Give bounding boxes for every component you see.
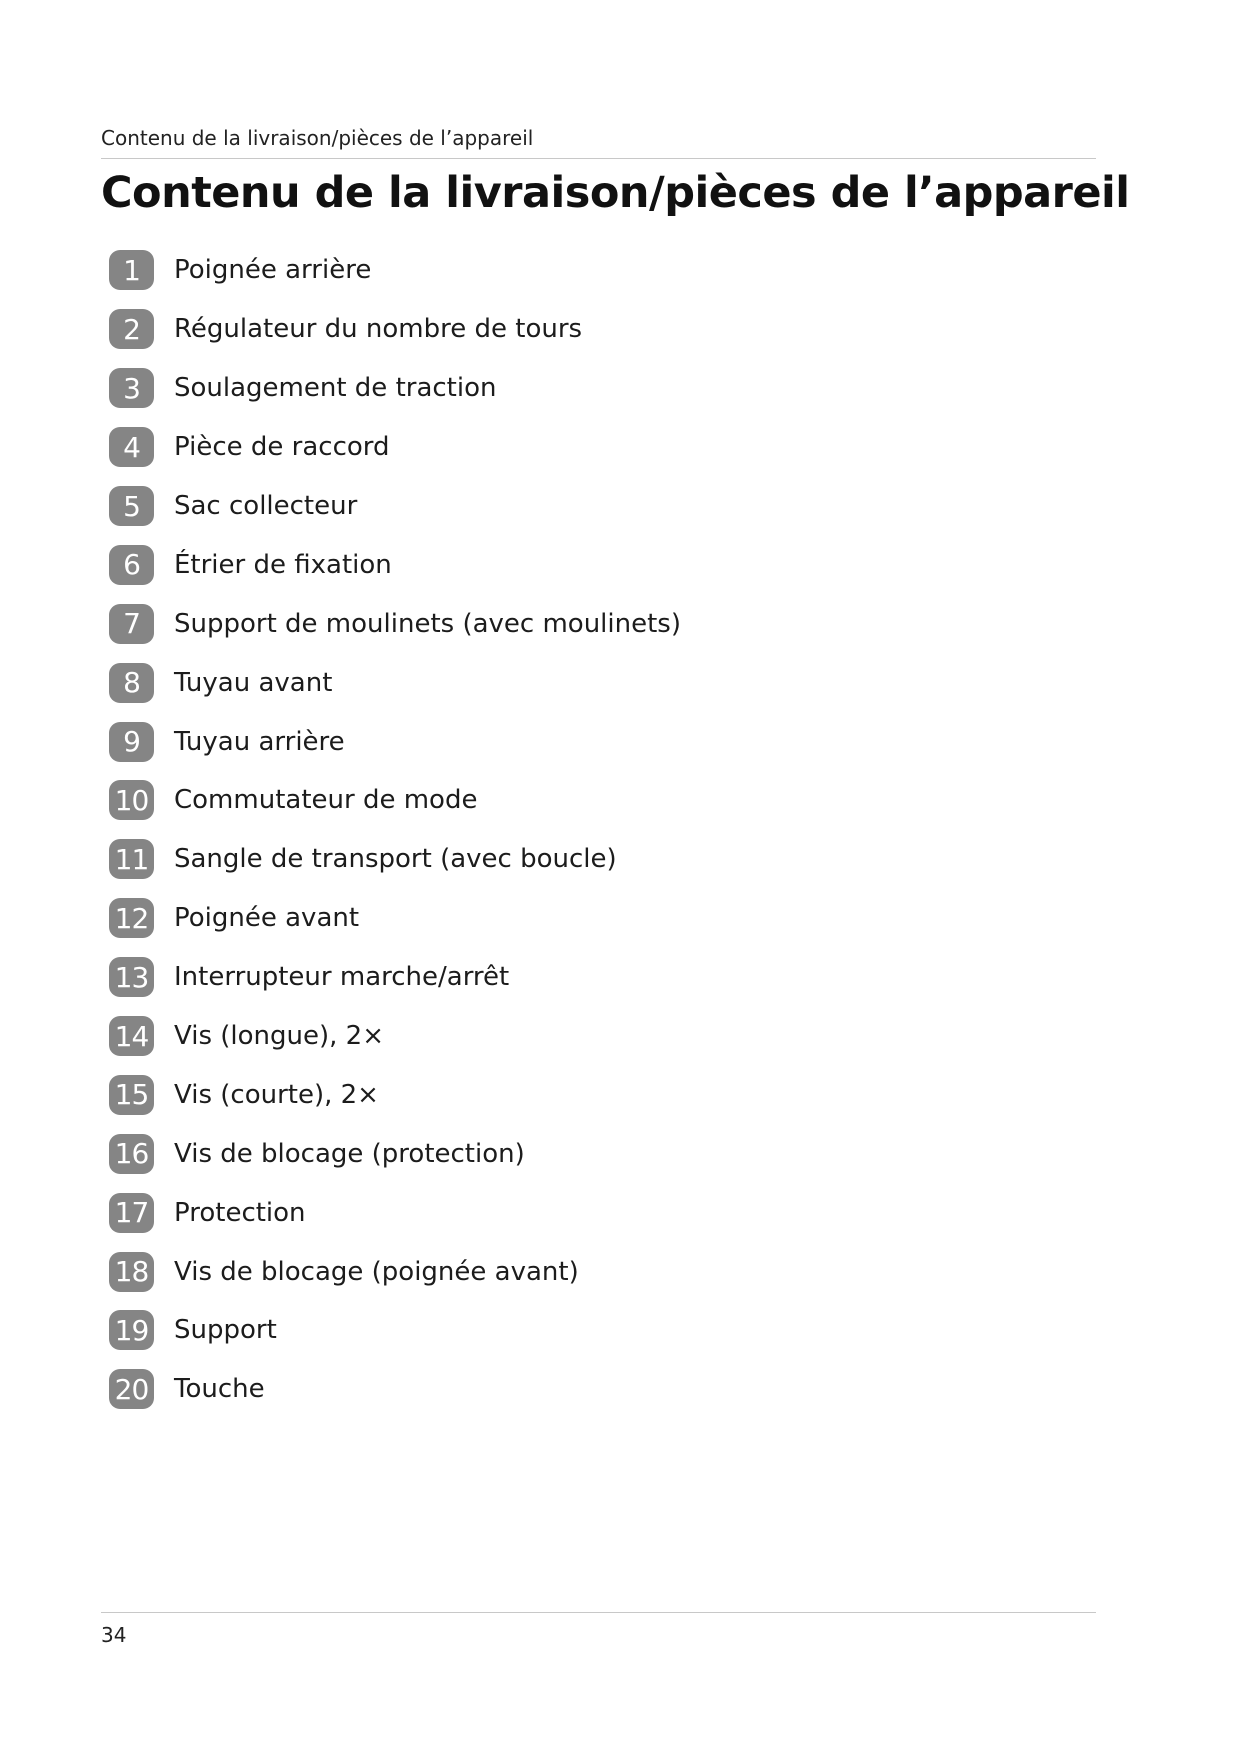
item-number-badge: 15 bbox=[109, 1075, 154, 1115]
item-label: Vis (courte), 2× bbox=[174, 1079, 379, 1110]
item-label: Sangle de transport (avec boucle) bbox=[174, 844, 617, 875]
list-item bbox=[109, 1065, 1009, 1124]
item-number-badge: 1 bbox=[109, 250, 154, 290]
item-number-badge: 9 bbox=[109, 722, 154, 762]
page-number: 34 bbox=[101, 1623, 127, 1647]
item-number-badge: 4 bbox=[109, 427, 154, 467]
item-number-badge: 16 bbox=[109, 1134, 154, 1174]
item-label: Sac collecteur bbox=[174, 491, 358, 521]
item-label: Interrupteur marche/arrêt bbox=[174, 962, 510, 993]
list-item bbox=[109, 830, 1009, 889]
list-item bbox=[109, 948, 1009, 1007]
item-label: Support bbox=[174, 1315, 277, 1346]
list-item bbox=[109, 535, 1009, 594]
item-number-badge: 20 bbox=[109, 1369, 154, 1409]
item-label: Vis de blocage (protection) bbox=[174, 1138, 525, 1169]
item-number-badge: 18 bbox=[109, 1252, 154, 1292]
list-item bbox=[109, 889, 1009, 948]
item-number-badge: 6 bbox=[109, 545, 154, 585]
item-number-badge: 5 bbox=[109, 486, 154, 526]
item-number-badge: 8 bbox=[109, 663, 154, 703]
header-divider bbox=[101, 158, 1096, 159]
item-label: Pièce de raccord bbox=[174, 432, 390, 463]
list-item bbox=[109, 1124, 1009, 1183]
item-number-badge: 3 bbox=[109, 368, 154, 408]
item-label: Vis (longue), 2× bbox=[174, 1021, 384, 1052]
list-item bbox=[109, 1360, 1009, 1419]
list-item bbox=[109, 359, 1009, 418]
list-item bbox=[109, 300, 1009, 359]
item-label: Étrier de fixation bbox=[174, 549, 392, 580]
running-header: Contenu de la livraison/pièces de l’appareil bbox=[101, 126, 534, 150]
item-label: Régulateur du nombre de tours bbox=[174, 314, 583, 345]
item-number-badge: 13 bbox=[109, 957, 154, 997]
item-label: Vis de blocage (poignée avant) bbox=[174, 1256, 579, 1287]
list-item bbox=[109, 477, 1009, 536]
list-item bbox=[109, 653, 1009, 712]
item-number-badge: 7 bbox=[109, 604, 154, 644]
item-number-badge: 2 bbox=[109, 309, 154, 349]
list-item bbox=[109, 418, 1009, 477]
item-label: Support de moulinets (avec moulinets) bbox=[174, 608, 681, 639]
item-label: Tuyau arrière bbox=[174, 726, 345, 757]
list-item bbox=[109, 594, 1009, 653]
item-label: Poignée arrière bbox=[174, 255, 372, 286]
list-item bbox=[109, 712, 1009, 771]
page-title: Contenu de la livraison/pièces de l’appareil bbox=[101, 168, 1130, 218]
item-number-badge: 19 bbox=[109, 1310, 154, 1350]
list-item bbox=[109, 1007, 1009, 1066]
footer-divider bbox=[101, 1612, 1096, 1613]
list-item bbox=[109, 771, 1009, 830]
item-label: Tuyau avant bbox=[174, 667, 333, 698]
item-number-badge: 12 bbox=[109, 898, 154, 938]
parts-list bbox=[109, 241, 1009, 1419]
item-number-badge: 10 bbox=[109, 780, 154, 820]
list-item bbox=[109, 1242, 1009, 1301]
item-label: Poignée avant bbox=[174, 903, 360, 934]
item-label: Touche bbox=[174, 1374, 265, 1405]
item-number-badge: 11 bbox=[109, 839, 154, 879]
list-item bbox=[109, 1301, 1009, 1360]
item-label: Soulagement de traction bbox=[174, 373, 497, 404]
list-item bbox=[109, 241, 1009, 300]
item-label: Protection bbox=[174, 1197, 306, 1228]
item-label: Commutateur de mode bbox=[174, 785, 478, 816]
item-number-badge: 17 bbox=[109, 1193, 154, 1233]
list-item bbox=[109, 1183, 1009, 1242]
item-number-badge: 14 bbox=[109, 1016, 154, 1056]
